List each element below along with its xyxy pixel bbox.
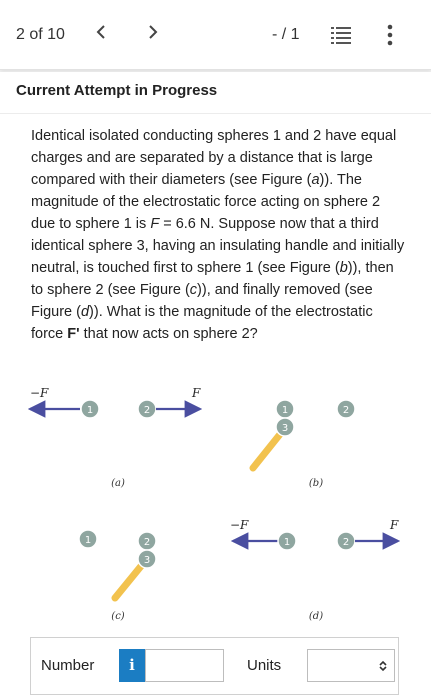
list-icon[interactable] xyxy=(331,26,351,44)
info-button[interactable]: i xyxy=(119,649,145,682)
figure-a xyxy=(30,386,201,489)
question-card xyxy=(0,72,431,700)
figure-c xyxy=(79,530,156,622)
number-input[interactable] xyxy=(145,649,224,682)
spheres-figure xyxy=(20,372,410,634)
caption-a: (a) xyxy=(111,478,125,489)
sphere-2-label: 2 xyxy=(143,405,151,416)
q-text: Identical isolated conducting spheres 1 and 2 have equal charges and are separated by a distance that is large compared with their diameters (see Figure ( xyxy=(31,128,397,188)
chevron-right-icon[interactable] xyxy=(148,24,158,44)
q-ref-d: d xyxy=(80,304,90,320)
chevron-up-down-icon xyxy=(379,660,387,672)
number-label: Number xyxy=(41,657,95,674)
sphere-2-label: 2 xyxy=(143,537,151,548)
figure-b xyxy=(253,400,355,489)
force-label: F xyxy=(192,386,201,400)
question-counter: 2 of 10 xyxy=(16,26,65,43)
q-text: that now acts on sphere 2? xyxy=(79,326,258,342)
sphere-1-label: 1 xyxy=(86,405,94,416)
q-ref-b: b xyxy=(339,260,348,276)
caption-b: (b) xyxy=(308,478,324,489)
units-select[interactable] xyxy=(307,649,395,682)
q-text: )), and finally removed (see Figure ( xyxy=(31,282,373,320)
q-ref-a: a xyxy=(311,172,320,188)
section-title: Current Attempt in Progress xyxy=(16,82,218,99)
q-var-fprime: F' xyxy=(67,326,80,342)
more-vertical-icon[interactable] xyxy=(385,24,395,46)
force-label-neg: −F xyxy=(230,518,249,532)
caption-c: (c) xyxy=(111,611,125,622)
chevron-left-icon[interactable] xyxy=(96,24,106,44)
sphere-1-label: 1 xyxy=(84,535,92,546)
q-text: )). The magnitude of the electrostatic force acting on sphere 2 due to sphere 1 is xyxy=(31,172,381,232)
q-text: )). What is the magnitude of the electrostatic force xyxy=(31,304,373,342)
sphere-3-label: 3 xyxy=(143,555,151,566)
top-bar xyxy=(0,0,431,70)
figure-d xyxy=(230,518,399,622)
sphere-3-label: 3 xyxy=(281,423,289,434)
sphere-1-label: 1 xyxy=(281,405,289,416)
question-text xyxy=(31,125,406,345)
score: - / 1 xyxy=(272,26,300,43)
answer-row xyxy=(30,637,399,695)
sphere-2-label: 2 xyxy=(342,537,350,548)
q-var-f: F xyxy=(150,216,160,232)
force-label: F xyxy=(390,518,399,532)
q-ref-c: c xyxy=(189,282,198,298)
sphere-1-label: 1 xyxy=(283,537,291,548)
sphere-2-label: 2 xyxy=(342,405,350,416)
divider xyxy=(0,113,431,114)
units-label: Units xyxy=(247,657,282,674)
q-text: )), then to sphere 2 (see Figure ( xyxy=(31,260,394,298)
caption-d: (d) xyxy=(308,611,324,622)
force-label-neg: −F xyxy=(30,386,49,400)
q-text: = 6.6 N. Suppose now that a third identical sphere 3, having an insulating handle and initially neutral, is touched first to sphere 1 (see Figure ( xyxy=(31,216,405,276)
